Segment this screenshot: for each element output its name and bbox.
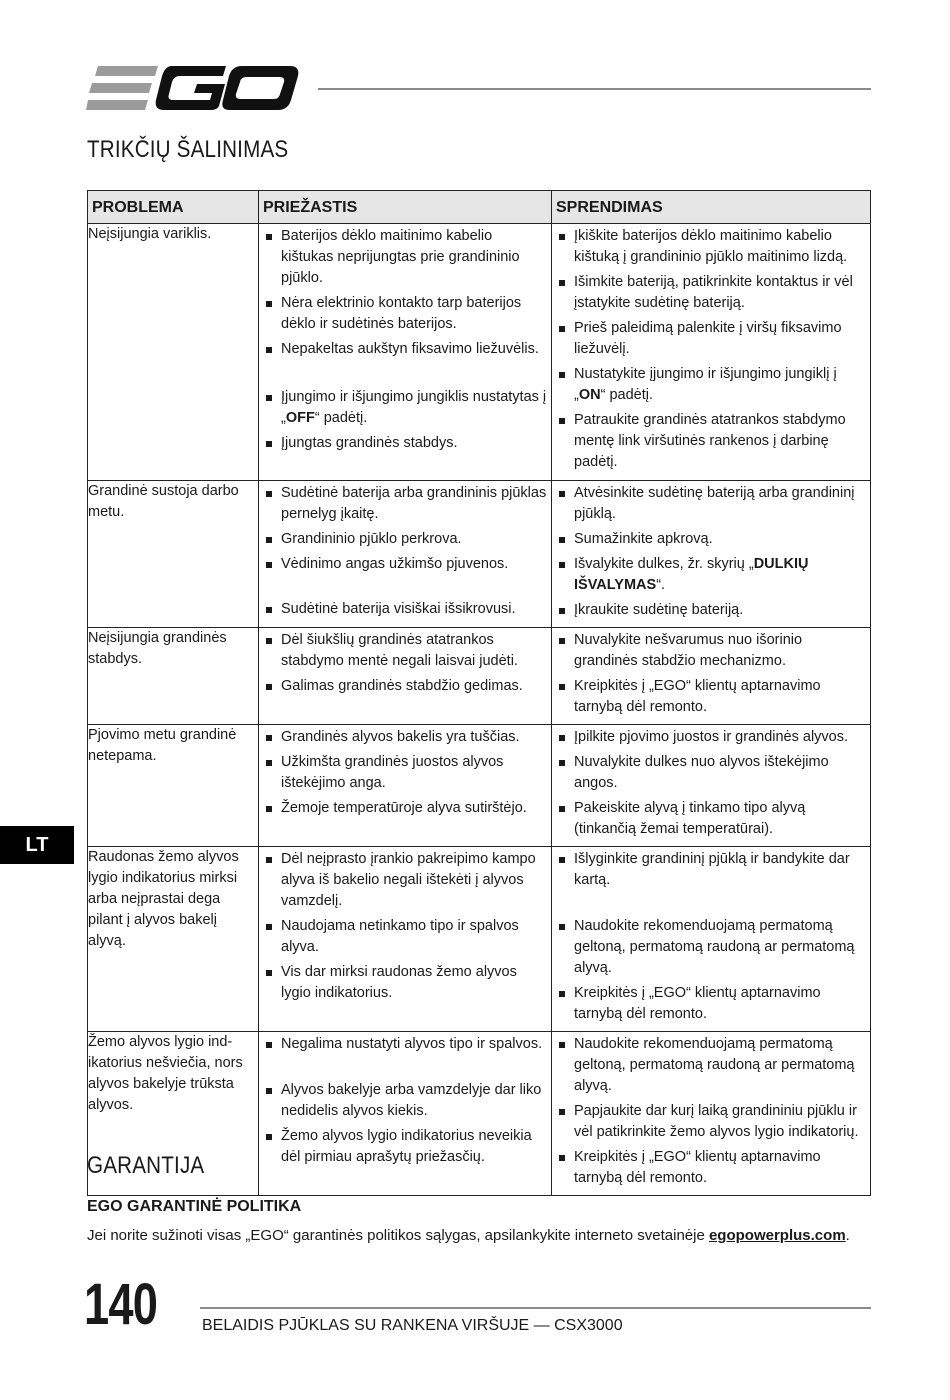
policy-paragraph xyxy=(87,1227,850,1244)
header-rule xyxy=(318,88,871,90)
cause-cell xyxy=(259,628,552,725)
solution-item: Įpilkite pjovimo juostos ir grandinės alyvos. xyxy=(556,727,867,748)
cause-item: Sudėtinė baterija visiškai išsikrovusi. xyxy=(263,599,548,620)
cause-item: Vis dar mirksi raudonas žemo alyvos lygio indikatorius. xyxy=(263,962,548,1004)
table-row xyxy=(88,847,871,1032)
table-row xyxy=(88,224,871,481)
problem-cell: Raudonas žemo alyvos lygio indikatorius mirksi arba neįprastai dega pilant į alyvos bakelį alyvą. xyxy=(88,847,259,1032)
warranty-title: GARANTIJA xyxy=(87,1152,205,1179)
cause-item: Žemoje temperatūroje alyva sutirštėjo. xyxy=(263,798,548,819)
solution-item: Naudokite rekomenduojamą permatomą geltoną, permatomą raudoną ar permatomą alyvą. xyxy=(556,916,867,979)
solution-item: Įkiškite baterijos dėklo maitinimo kabelio kištuką į grandininio pjūklo maitinimo lizdą. xyxy=(556,226,867,268)
cause-item: Baterijos dėklo maitinimo kabelio kištukas neprijungtas prie grandininio pjūklo. xyxy=(263,226,548,289)
cause-item: Galimas grandinės stabdžio gedimas. xyxy=(263,676,548,697)
ego-logo xyxy=(86,62,300,114)
cause-item: Žemo alyvos lygio indikatorius neveikia dėl pirmiau aprašytų priežasčių. xyxy=(263,1126,548,1168)
cause-item: Įjungimo ir išjungimo jungiklis nustatytas į „OFF“ padėtį. xyxy=(263,387,548,429)
table-header-row xyxy=(88,191,871,224)
solution-item: Nustatykite įjungimo ir išjungimo jungiklį į „ON“ padėtį. xyxy=(556,364,867,406)
cause-item: Dėl šiukšlių grandinės atatrankos stabdymo mentė negali laisvai judėti. xyxy=(263,630,548,672)
solution-cell xyxy=(552,224,871,481)
footer-product-line: BELAIDIS PJŪKLAS SU RANKENA VIRŠUJE — CSX3000 xyxy=(202,1317,623,1334)
cause-cell xyxy=(259,1032,552,1196)
problem-cell: Neįsijungia variklis. xyxy=(88,224,259,481)
cause-item: Negalima nustatyti alyvos tipo ir spalvos. xyxy=(263,1034,548,1055)
cause-item: Alyvos bakelyje arba vamzdelyje dar liko nedidelis alyvos kiekis. xyxy=(263,1080,548,1122)
cause-item: Naudojama netinkamo tipo ir spalvos alyva. xyxy=(263,916,548,958)
cause-cell xyxy=(259,224,552,481)
solution-item: Išlyginkite grandininį pjūklą ir bandykite dar kartą. xyxy=(556,849,867,891)
page-number: 140 xyxy=(84,1272,158,1337)
cause-item: Nepakeltas aukštyn fiksavimo liežuvėlis. xyxy=(263,339,548,360)
solution-item: Kreipkitės į „EGO“ klientų aptarnavimo tarnybą dėl remonto. xyxy=(556,983,867,1025)
solution-item: Įkraukite sudėtinę bateriją. xyxy=(556,600,867,621)
problem-cell: Grandinė sustoja darbo metu. xyxy=(88,481,259,628)
cause-item: Nėra elektrinio kontakto tarp baterijos dėklo ir sudėtinės baterijos. xyxy=(263,293,548,335)
policy-heading: EGO GARANTINĖ POLITIKA xyxy=(87,1198,302,1215)
problem-cell: Neįsijungia grandinės stabdys. xyxy=(88,628,259,725)
problem-cell: Pjovimo metu grandinė netepama. xyxy=(88,725,259,847)
cause-item: Grandininio pjūklo perkrova. xyxy=(263,529,548,550)
language-tab: LT xyxy=(0,826,74,864)
website-link[interactable]: egopowerplus.com xyxy=(708,1227,846,1244)
solution-cell xyxy=(552,481,871,628)
solution-item: Naudokite rekomenduojamą permatomą geltoną, permatomą raudoną ar permatomą alyvą. xyxy=(556,1034,867,1097)
solution-item: Atvėsinkite sudėtinę bateriją arba grandininį pjūklą. xyxy=(556,483,867,525)
solution-cell xyxy=(552,1032,871,1196)
policy-period: . xyxy=(845,1227,850,1244)
footer-rule xyxy=(200,1307,871,1309)
solution-item: Nuvalykite dulkes nuo alyvos ištekėjimo angos. xyxy=(556,752,867,794)
cause-item: Grandinės alyvos bakelis yra tuščias. xyxy=(263,727,548,748)
problem-cell: Žemo alyvos lygio ind-ikatorius nešviečia, nors alyvos bakelyje trūksta alyvos. xyxy=(88,1032,259,1196)
solution-item: Papjaukite dar kurį laiką grandininiu pjūklu ir vėl patikrinkite žemo alyvos lygio indikatorių. xyxy=(556,1101,867,1143)
solution-item: Pakeiskite alyvą į tinkamo tipo alyvą (tinkančią žemai temperatūrai). xyxy=(556,798,867,840)
cause-item: Vėdinimo angas užkimšo pjuvenos. xyxy=(263,554,548,575)
solution-item: Sumažinkite apkrovą. xyxy=(556,529,867,550)
solution-item: Prieš paleidimą palenkite į viršų fiksavimo liežuvėlį. xyxy=(556,318,867,360)
solution-item: Išimkite bateriją, patikrinkite kontaktus ir vėl įstatykite sudėtinę bateriją. xyxy=(556,272,867,314)
solution-cell xyxy=(552,628,871,725)
troubleshooting-table xyxy=(87,190,871,1196)
solution-item: Kreipkitės į „EGO“ klientų aptarnavimo tarnybą dėl remonto. xyxy=(556,676,867,718)
table-row xyxy=(88,481,871,628)
cause-item: Dėl neįprasto įrankio pakreipimo kampo alyva iš bakelio negali ištekėti į alyvos vamzdelį. xyxy=(263,849,548,912)
table-row xyxy=(88,1032,871,1196)
policy-text: Jei norite sužinoti visas „EGO“ garantinės politikos sąlygas, apsilankykite interneto svetainėje xyxy=(87,1227,709,1244)
table-row xyxy=(88,725,871,847)
cause-cell xyxy=(259,481,552,628)
cause-cell xyxy=(259,847,552,1032)
solution-cell xyxy=(552,847,871,1032)
cause-cell xyxy=(259,725,552,847)
header-solution: SPRENDIMAS xyxy=(552,191,871,224)
header-cause: PRIEŽASTIS xyxy=(259,191,552,224)
solution-item: Nuvalykite nešvarumus nuo išorinio grandinės stabdžio mechanizmo. xyxy=(556,630,867,672)
solution-item: Išvalykite dulkes, žr. skyrių „DULKIŲ IŠVALYMAS“. xyxy=(556,554,867,596)
solution-item: Kreipkitės į „EGO“ klientų aptarnavimo tarnybą dėl remonto. xyxy=(556,1147,867,1189)
cause-item: Įjungtas grandinės stabdys. xyxy=(263,433,548,454)
header-problem: PROBLEMA xyxy=(88,191,259,224)
solution-item: Patraukite grandinės atatrankos stabdymo mentę link viršutinės rankenos į darbinę padėtį. xyxy=(556,410,867,473)
cause-item: Užkimšta grandinės juostos alyvos ištekėjimo anga. xyxy=(263,752,548,794)
cause-item: Sudėtinė baterija arba grandininis pjūklas pernelyg įkaitę. xyxy=(263,483,548,525)
table-row xyxy=(88,628,871,725)
troubleshooting-title: TRIKČIŲ ŠALINIMAS xyxy=(87,136,289,163)
solution-cell xyxy=(552,725,871,847)
